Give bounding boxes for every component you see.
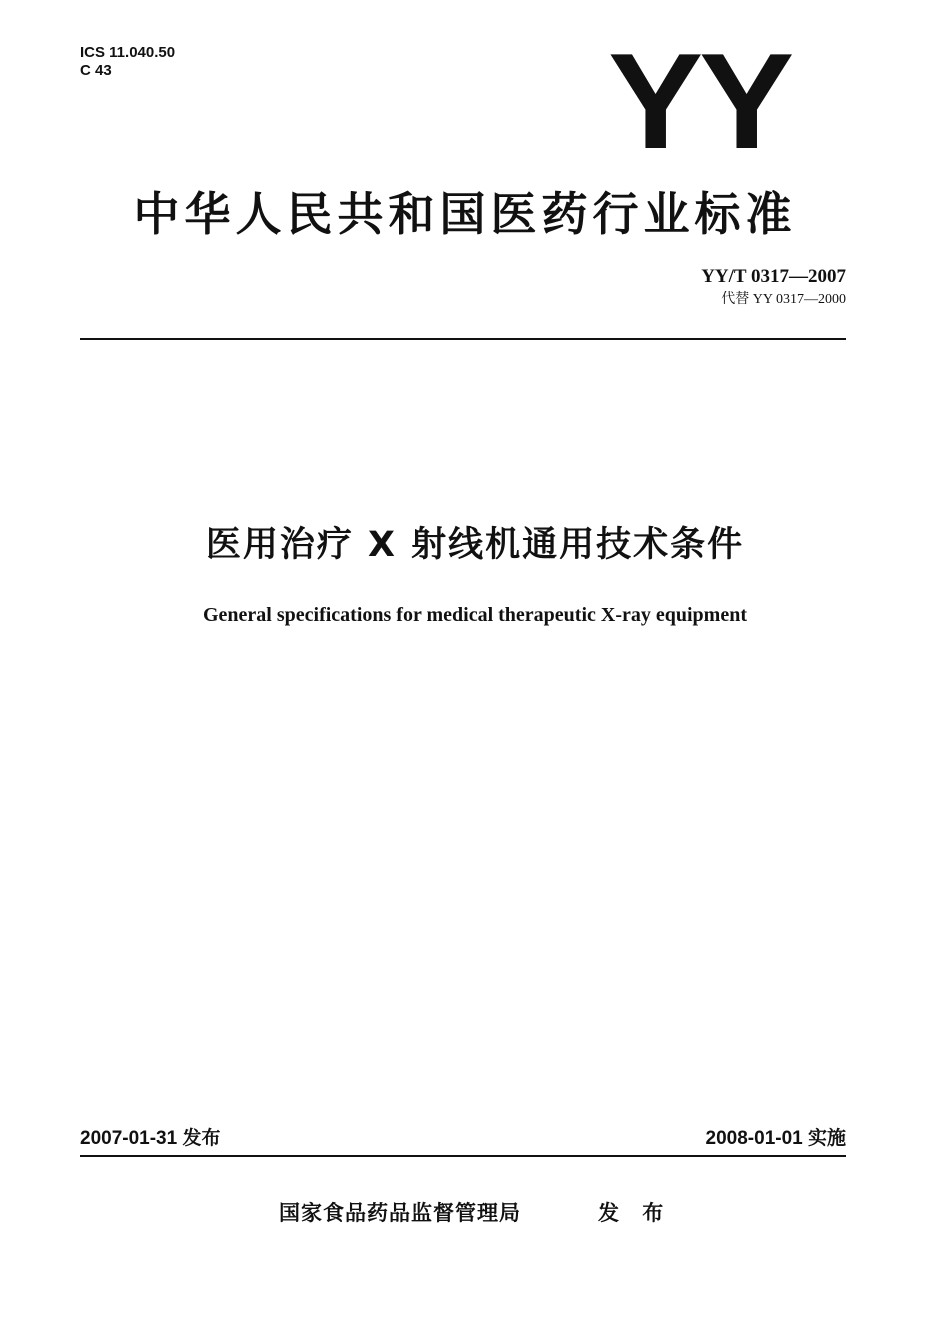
publisher-name: 国家食品药品监督管理局 — [279, 1201, 521, 1225]
standard-category-title: 中华人民共和国医药行业标准 — [133, 187, 797, 241]
document-title-english: General specifications for medical therapeutic X-ray equipment — [203, 604, 747, 626]
ics-code: ICS 11.040.50 — [80, 44, 176, 61]
standard-number: YY/T 0317—2007 — [701, 266, 846, 287]
replaces-standard: 代替 YY 0317—2000 — [721, 292, 846, 307]
yy-logo: YY — [608, 25, 791, 177]
ccs-code: C 43 — [80, 62, 112, 79]
issue-date: 2007-01-31 发布 — [80, 1128, 221, 1149]
header-divider — [80, 338, 846, 340]
footer-divider — [80, 1155, 846, 1157]
document-title-chinese: 医用治疗 X 射线机通用技术条件 — [205, 525, 745, 565]
publish-label: 发 布 — [598, 1201, 672, 1225]
classification-codes — [80, 44, 175, 80]
implementation-date: 2008-01-01 实施 — [705, 1128, 846, 1149]
